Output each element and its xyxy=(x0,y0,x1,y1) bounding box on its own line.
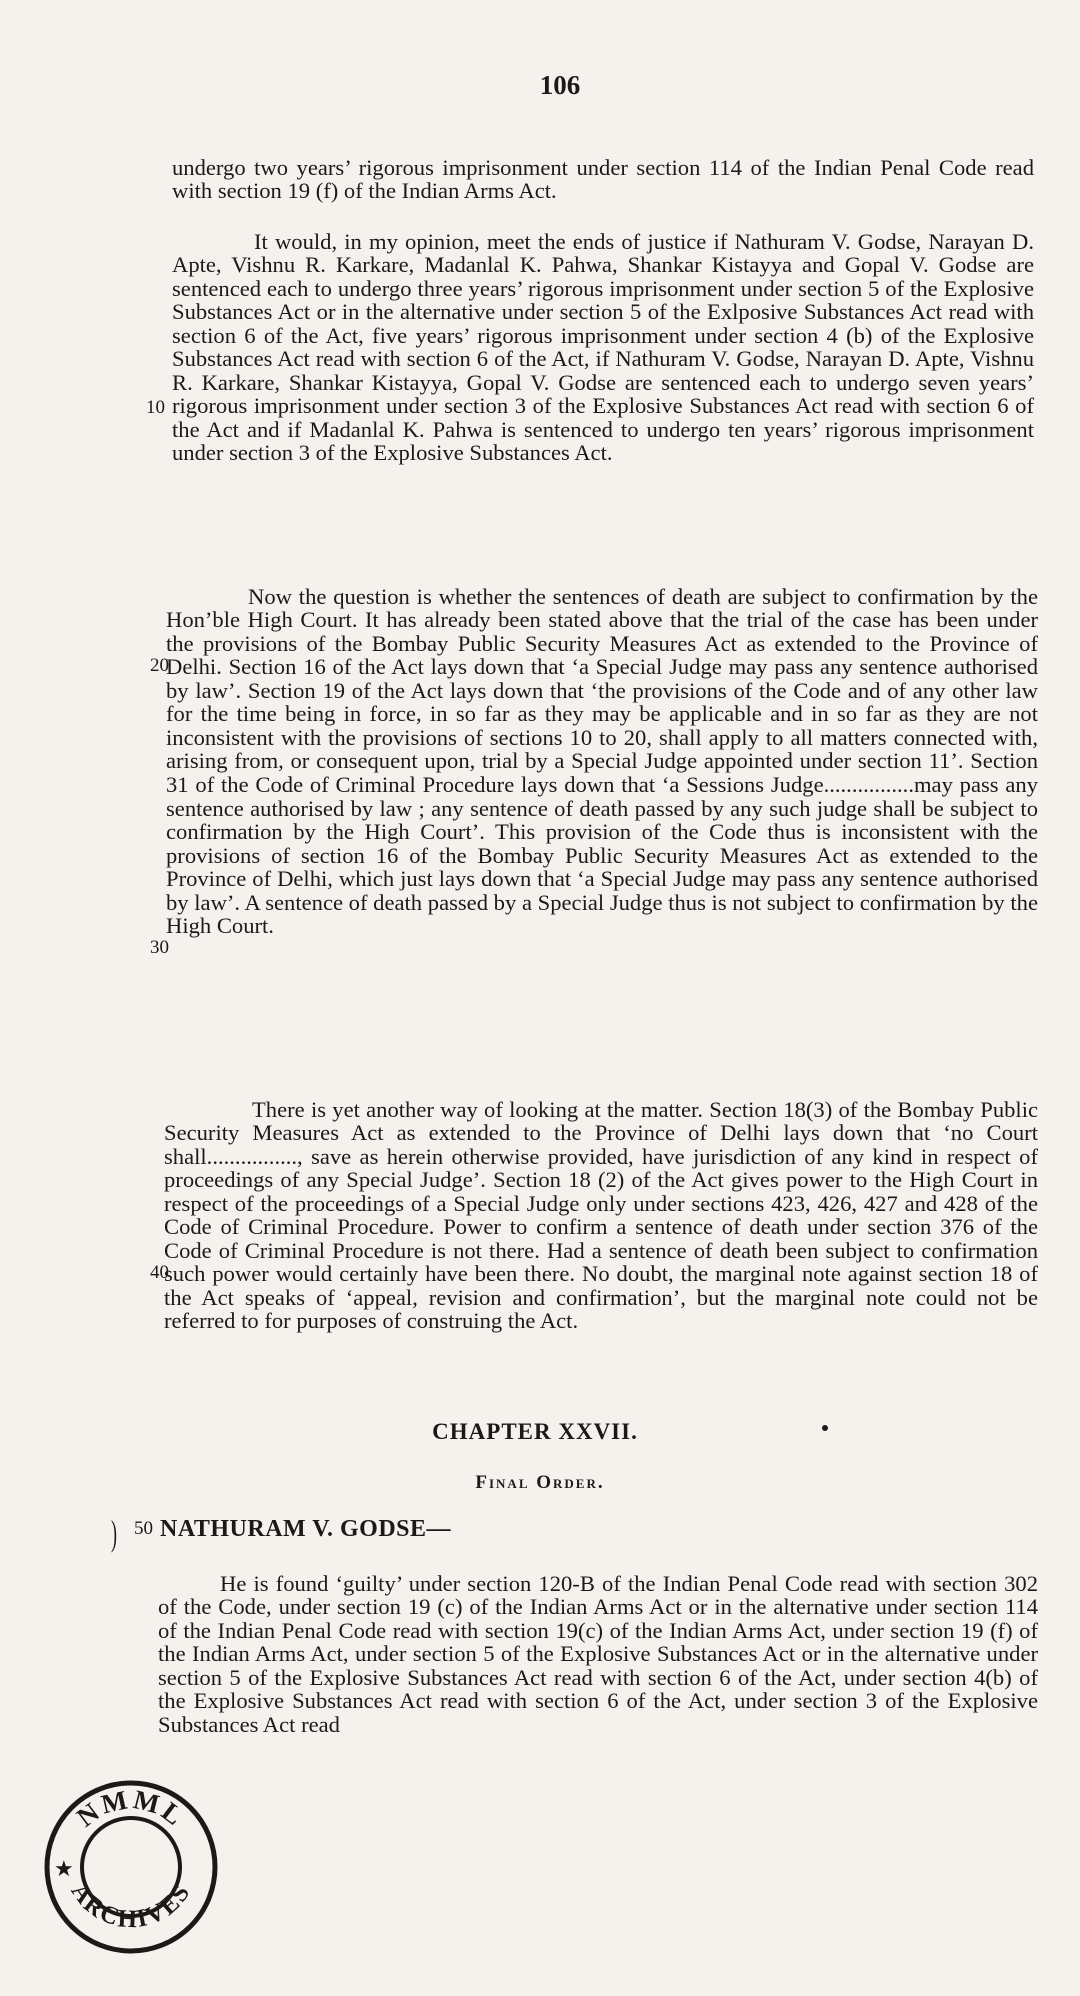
stamp-bottom-text: ARCHIVES xyxy=(65,1878,197,1934)
section-heading-final-order: Final Order. xyxy=(475,1472,605,1493)
paragraph-sentencing-opinion: It would, in my opinion, meet the ends of justice if Nathuram V. Godse, Narayan D. Apte, Vishnu R. Karkare, Madanlal K. Pahwa, Shankar Kistayya and Gopal V. Godse are sentenced each to undergo three years’ rigorous imprisonment under section 5 of the Explosive Substances Act or in the alternative under section 5 of the Exlposive Substances Act read with section 6 of the Act, five years’ rigorous imprisonment under section 4 (b) of the Explosive Substances Act read with section 6 of the Act, if Nathuram V. Godse, Narayan D. Apte, Vishnu R. Karkare, Shankar Kistayya, Gopal V. Godse are sentenced each to undergo seven years’ rigorous imprisonment under section 3 of the Explosive Substances Act read with section 6 of the Act and if Madanlal K. Pahwa is sentenced to undergo ten years’ rigorous imprisonment under section 3 of the Explosive Substances Act. xyxy=(172,228,1034,466)
accused-name-heading: NATHURAM V. GODSE— xyxy=(160,1516,452,1542)
line-number-40: 40 xyxy=(150,1262,169,1283)
paragraph-another-way: There is yet another way of looking at the matter. Section 18(3) of the Bombay Public Security Measures Act as extended to the Province of Delhi lays down that ‘no Court shall................, save as herein otherwise provided, have jurisdiction of any kind in respect of proceedings of any Special Judge’. Section 18 (2) of the Act gives power to the High Court in respect of the proceedings of a Special Judge only under sections 423, 426, 427 and 428 of the Code of Criminal Procedure. Power to confirm a sentence of death under section 376 of the Code of Criminal Procedure is not there. Had a sentence of death been subject to confirmation such power would certainly have been there. No doubt, the marginal note against section 18 of the Act speaks of ‘appeal, revision and confirmation’, but the marginal note could not be referred to for purposes of construing the Act. xyxy=(164,1096,1038,1334)
page-number: 106 xyxy=(539,70,581,100)
paragraph-continuation: undergo two years’ rigorous imprisonment under section 114 of the Indian Penal Code read with section 19 (f) of the Indian Arms Act. xyxy=(172,154,1034,204)
dot-mark xyxy=(822,1425,828,1431)
chapter-heading: CHAPTER XXVII. xyxy=(432,1419,638,1444)
line-number-30: 30 xyxy=(150,937,169,958)
paragraph-confirmation-question: Now the question is whether the sentences of death are subject to confirmation by the Hon’ble High Court. It has already been stated above that the trial of the case has been under the provisions of the Bombay Public Security Measures Act as extended to the Province of Delhi. Section 16 of the Act lays down that ‘a Special Judge may pass any sentence authorised by law’. Section 19 of the Act lays down that ‘the provisions of the Code and of any other law for the time being in force, in so far as they may be applicable and in so far as they are not inconsistent with the provisions of sections 10 to 20, shall apply to all matters connected with, arising from, or consequent upon, trial by a Special Judge appointed under section 11’. Section 31 of the Code of Criminal Procedure lays down that ‘a Sessions Judge................may pass any sentence authorised by law ; any sentence of death passed by any such judge shall be subject to confirmation by the High Court’. This provision of the Code thus is inconsistent with the provisions of section 16 of the Bombay Public Security Measures Act as extended to the Province of Delhi, which just lays down that ‘a Special Judge may pass any sentence authorised by law’. A sentence of death passed by a Special Judge thus is not subject to confirmation by the High Court. xyxy=(166,583,1038,939)
handwritten-bracket-mark: ) xyxy=(111,1513,117,1553)
svg-text:★: ★ xyxy=(54,1857,74,1882)
line-number-10: 10 xyxy=(146,397,165,418)
line-number-20: 20 xyxy=(150,655,169,676)
archives-stamp-icon xyxy=(42,1778,220,1956)
svg-text:ARCHIVES xyxy=(66,1878,197,1933)
svg-text:NMML xyxy=(71,1784,191,1833)
accused-finding-paragraph: He is found ‘guilty’ under section 120-B of the Indian Penal Code read with section 302 of the Code, under section 19 (c) of the Indian Arms Act or in the alternative under section 114 of the Indian Penal Code read with section 19(c) of the Indian Arms Act, under section 19 (f) of the Indian Arms Act, under section 5 of the Explosive Substances Act or in the alternative under section 5 of the Explosive Substances Act read with section 6 of the Act, under section 4(b) of the Explosive Substances Act read with section 6 of the Act, under section 3 of the Explosive Substances Act read xyxy=(158,1570,1038,1737)
stamp-top-text: NMML xyxy=(71,1783,191,1833)
line-number-50: 50 xyxy=(134,1518,153,1539)
